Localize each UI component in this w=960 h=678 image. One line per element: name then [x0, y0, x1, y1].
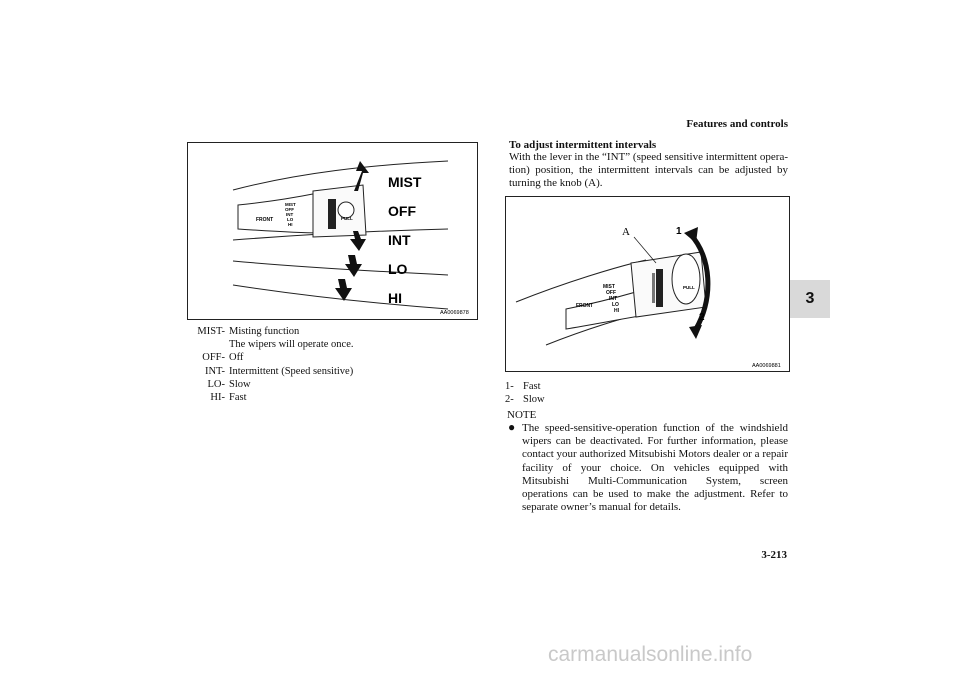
bullet-icon: ● — [508, 420, 516, 434]
legend-row — [183, 338, 483, 351]
section-heading: To adjust intermittent intervals — [509, 139, 657, 151]
lever-pull-label: PULL — [341, 216, 353, 221]
section-body: With the lever in the “INT” (speed sensitive intermittent opera-tion) position, the intermittent intervals can be adjusted by turning the knob (A). — [509, 151, 788, 190]
lever-text-lo: LO — [287, 217, 294, 222]
knob-figure — [505, 196, 790, 372]
legend-row — [183, 378, 483, 391]
label-lo: LO — [388, 261, 408, 277]
lever-text-off: OFF — [285, 207, 294, 212]
label-mist: MIST — [388, 174, 422, 190]
legend-value: Intermittent (Speed sensitive) — [229, 365, 354, 377]
legend-value: Slow — [229, 378, 251, 390]
watermark: carmanualsonline.info — [548, 643, 753, 666]
legend-row — [183, 365, 483, 378]
page-header: Features and controls — [686, 118, 788, 130]
knob-marker — [328, 199, 336, 229]
lever-text-hi: HI — [614, 308, 619, 314]
legend-2 — [505, 380, 545, 406]
legend-value-extra: The wipers will operate once. — [229, 339, 354, 351]
label-hi: HI — [388, 290, 402, 306]
hi-arrow-icon — [335, 279, 352, 301]
note-text: The speed-sensitive-operation function of the windshield wipers can be deactivated. For further information, please contact your authorized Mitsubishi Motors dealer or a repair facility of your choice. On vehicles equipped with Mitsubishi Multi-Communication System, screen operations can be used to make the adjustment. Refer to separate owner’s manual for details. — [522, 422, 788, 514]
label-2: 2 — [699, 312, 705, 323]
legend-key: MIST- — [197, 326, 225, 337]
figure-code: AA0069878 — [440, 310, 469, 316]
note-label: NOTE — [507, 409, 537, 421]
legend-row — [183, 391, 483, 404]
legend-value: Fast — [523, 381, 541, 392]
lever-text-off: OFF — [606, 290, 616, 296]
legend-1 — [183, 325, 483, 404]
label-int: INT — [388, 232, 411, 248]
wiper-lever-illustration — [188, 143, 477, 319]
legend-value: Slow — [523, 394, 545, 406]
lo-arrow-icon — [345, 255, 362, 277]
lever-text-hi: HI — [288, 222, 293, 227]
lever-text-mist: MIST — [603, 284, 615, 290]
lever-text-int: INT — [609, 296, 618, 302]
legend-row — [183, 325, 483, 338]
lever-text-int: INT — [286, 212, 294, 217]
lever-text-mist: MIST — [285, 202, 296, 207]
legend-key: INT- — [204, 365, 225, 377]
knob-marker — [656, 269, 663, 307]
legend-value: Fast — [229, 392, 247, 404]
legend-value: Off — [229, 352, 244, 364]
legend-row — [505, 393, 545, 406]
legend-value: Misting function — [229, 326, 300, 337]
lever-front-label: FRONT — [256, 217, 274, 223]
legend-key: LO- — [207, 378, 225, 390]
chapter-tab: 3 — [790, 280, 830, 318]
legend-key: HI- — [210, 392, 225, 404]
wiper-lever-figure — [187, 142, 478, 320]
legend-row — [505, 380, 545, 393]
legend-key: 1- — [505, 381, 514, 392]
lever-text-lo: LO — [612, 302, 619, 308]
legend-row — [183, 351, 483, 364]
knob-illustration — [506, 197, 789, 371]
figure-code: AA0069881 — [752, 363, 781, 369]
lever-front-label: FRONT — [576, 303, 594, 309]
page-number: 3-213 — [761, 549, 787, 561]
label-a: A — [622, 226, 630, 238]
legend-key: 2- — [505, 394, 514, 406]
label-off: OFF — [388, 203, 416, 219]
label-1: 1 — [676, 226, 682, 237]
legend-key: OFF- — [202, 352, 225, 364]
lever-pull-label: PULL — [683, 285, 695, 290]
